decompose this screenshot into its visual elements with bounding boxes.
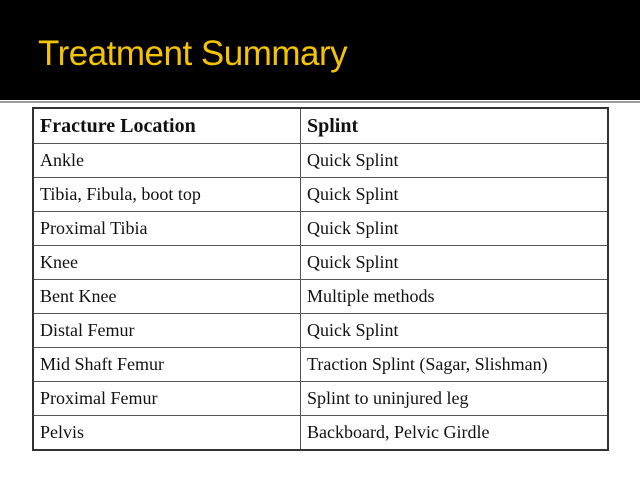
- fracture-location-cell: Mid Shaft Femur: [33, 348, 301, 382]
- slide-title: Treatment Summary: [38, 34, 348, 73]
- table-header-row: [33, 108, 608, 144]
- fracture-location-cell: Distal Femur: [33, 314, 301, 348]
- fracture-location-cell: Proximal Femur: [33, 382, 301, 416]
- splint-cell: Quick Splint: [301, 212, 609, 246]
- splint-cell: Multiple methods: [301, 280, 609, 314]
- divider: [0, 101, 640, 103]
- splint-cell: Backboard, Pelvic Girdle: [301, 416, 609, 451]
- fracture-location-cell: Bent Knee: [33, 280, 301, 314]
- table-row: [33, 212, 608, 246]
- splint-cell: Splint to uninjured leg: [301, 382, 609, 416]
- table-row: [33, 144, 608, 178]
- fracture-location-cell: Proximal Tibia: [33, 212, 301, 246]
- splint-cell: Quick Splint: [301, 246, 609, 280]
- fracture-location-cell: Ankle: [33, 144, 301, 178]
- fracture-location-cell: Knee: [33, 246, 301, 280]
- table-row: [33, 178, 608, 212]
- column-header-splint: Splint: [301, 108, 609, 144]
- treatment-table: [32, 107, 609, 451]
- table-row: [33, 246, 608, 280]
- table-row: [33, 382, 608, 416]
- table-row: [33, 416, 608, 451]
- splint-cell: Traction Splint (Sagar, Slishman): [301, 348, 609, 382]
- table-row: [33, 348, 608, 382]
- fracture-location-cell: Pelvis: [33, 416, 301, 451]
- splint-cell: Quick Splint: [301, 178, 609, 212]
- fracture-location-cell: Tibia, Fibula, boot top: [33, 178, 301, 212]
- table-row: [33, 280, 608, 314]
- table-row: [33, 314, 608, 348]
- column-header-fracture-location: Fracture Location: [33, 108, 301, 144]
- splint-cell: Quick Splint: [301, 314, 609, 348]
- splint-cell: Quick Splint: [301, 144, 609, 178]
